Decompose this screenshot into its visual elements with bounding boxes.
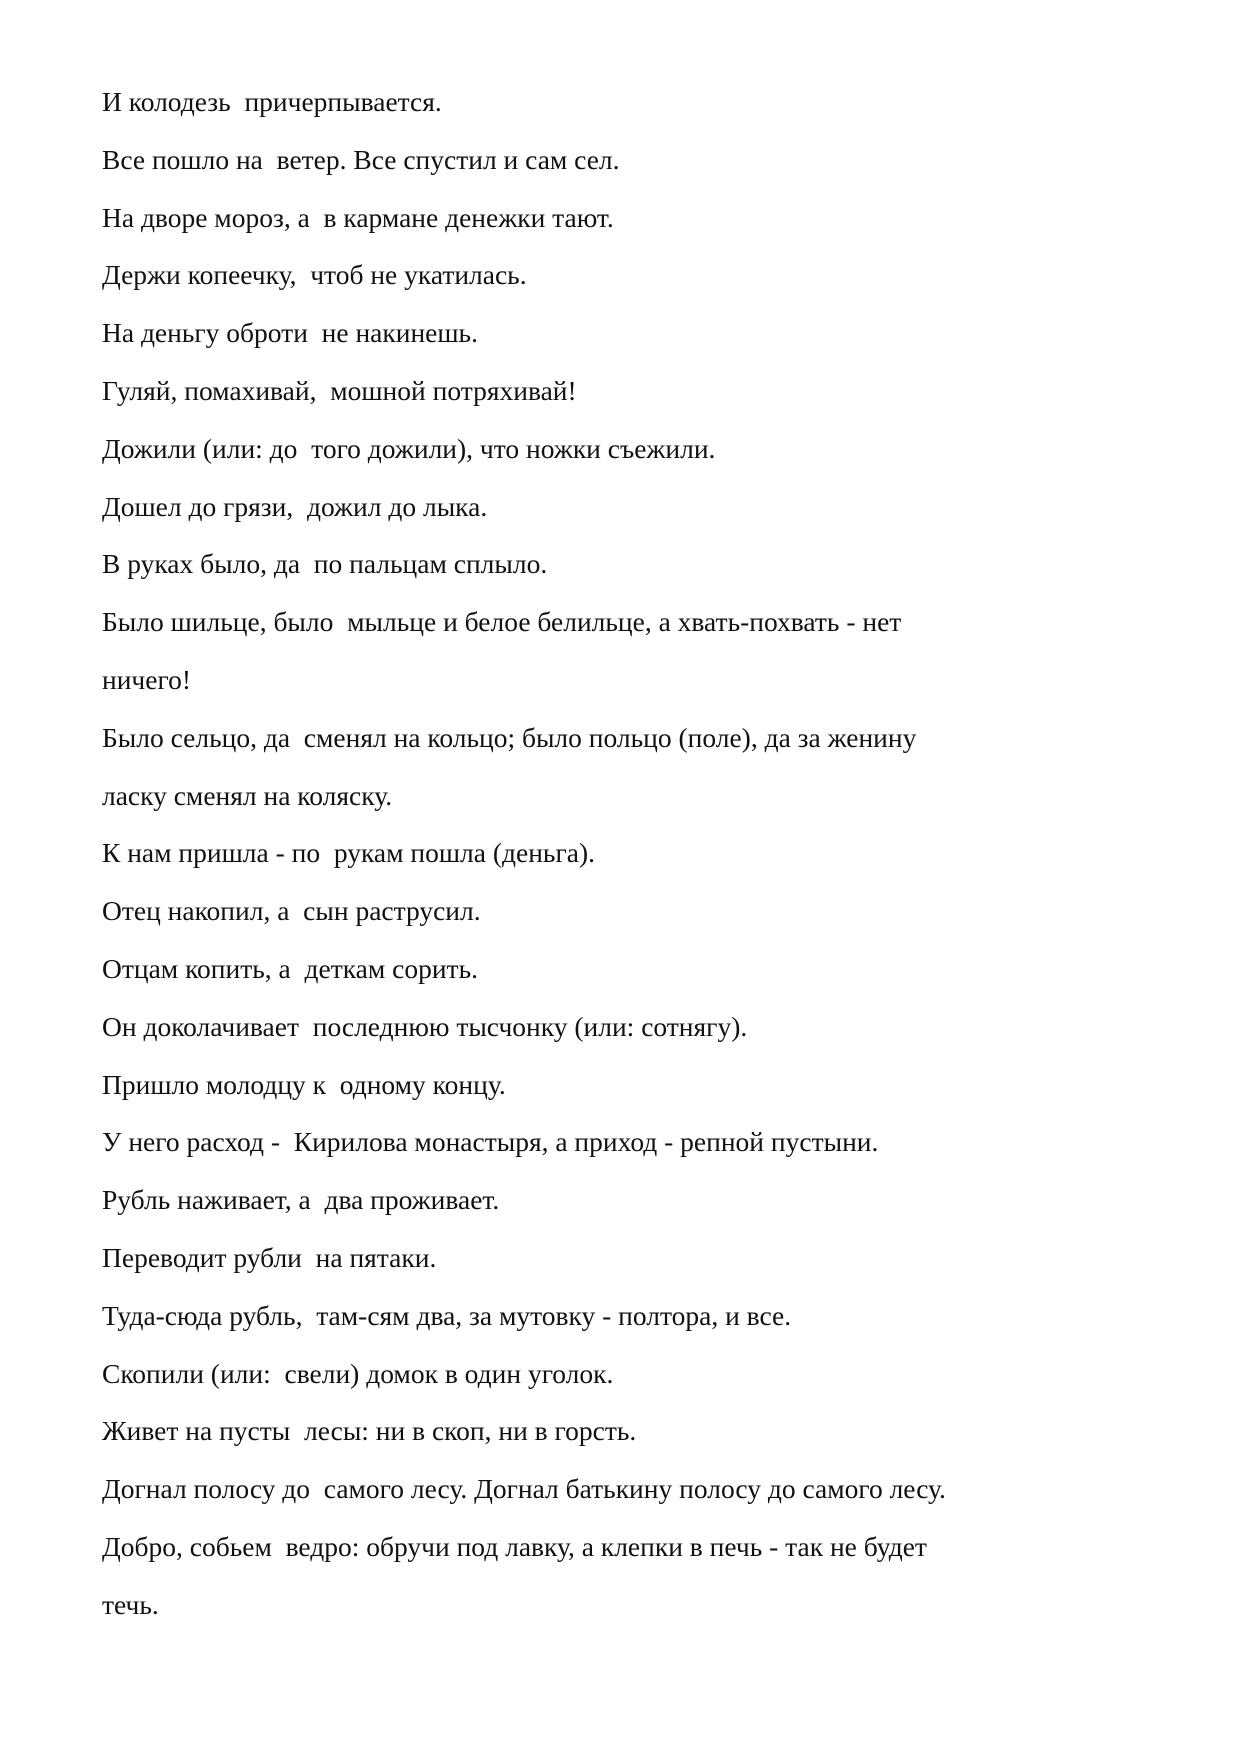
text-line: Было сельцо, да сменял на кольцо; было польцо (поле), да за женину <box>102 721 917 753</box>
text-line: Пришло молодцу к одному концу. <box>102 1068 506 1100</box>
text-line: Переводит рубли на пятаки. <box>102 1241 437 1273</box>
text-line: Отцам копить, а деткам сорить. <box>102 952 478 984</box>
text-line: Туда-сюда рубль, там-сям два, за мутовку - полтора, и все. <box>102 1299 792 1331</box>
text-line: И колодезь причерпывается. <box>102 86 442 117</box>
proverbs-text-block <box>102 82 1142 1643</box>
text-line: Он доколачивает последнюю тысчонку (или: сотнягу). <box>102 1010 748 1042</box>
text-line: В руках было, да по пальцам сплыло. <box>102 548 548 580</box>
text-line: Скопили (или: свели) домок в один уголок. <box>102 1357 614 1389</box>
text-line: Все пошло на ветер. Все спустил и сам сел. <box>102 143 620 175</box>
text-line: течь. <box>102 1588 159 1620</box>
text-line: Дожили (или: до того дожили), что ножки съежили. <box>102 432 716 464</box>
text-line: На деньгу оброти не накинешь. <box>102 317 478 349</box>
text-line: Живет на пусты лесы: ни в скоп, ни в горсть. <box>102 1415 637 1447</box>
text-line: Дошел до грязи, дожил до лыка. <box>102 490 488 522</box>
text-line: Добро, собьем ведро: обручи под лавку, а клепки в печь - так не будет <box>102 1530 927 1562</box>
text-line: На дворе мороз, а в кармане денежки тают. <box>102 201 614 233</box>
text-line: ласку сменял на коляску. <box>102 779 393 811</box>
text-line: Держи копеечку, чтоб не укатилась. <box>102 259 527 291</box>
text-line: Гуляй, помахивай, мошной потряхивай! <box>102 374 577 406</box>
text-line: Было шильце, было мыльце и белое белильце, а хвать-похвать - нет <box>102 606 902 638</box>
text-line: Догнал полосу до самого лесу. Догнал батькину полосу до самого лесу. <box>102 1473 946 1505</box>
text-line: Отец накопил, а сын раструсил. <box>102 895 481 927</box>
text-line: К нам пришла - по рукам пошла (деньга). <box>102 837 595 869</box>
text-line: ничего! <box>102 663 191 695</box>
text-line: У него расход - Кирилова монастыря, а приход - репной пустыни. <box>102 1126 879 1158</box>
text-line: Рубль наживает, а два проживает. <box>102 1184 500 1216</box>
